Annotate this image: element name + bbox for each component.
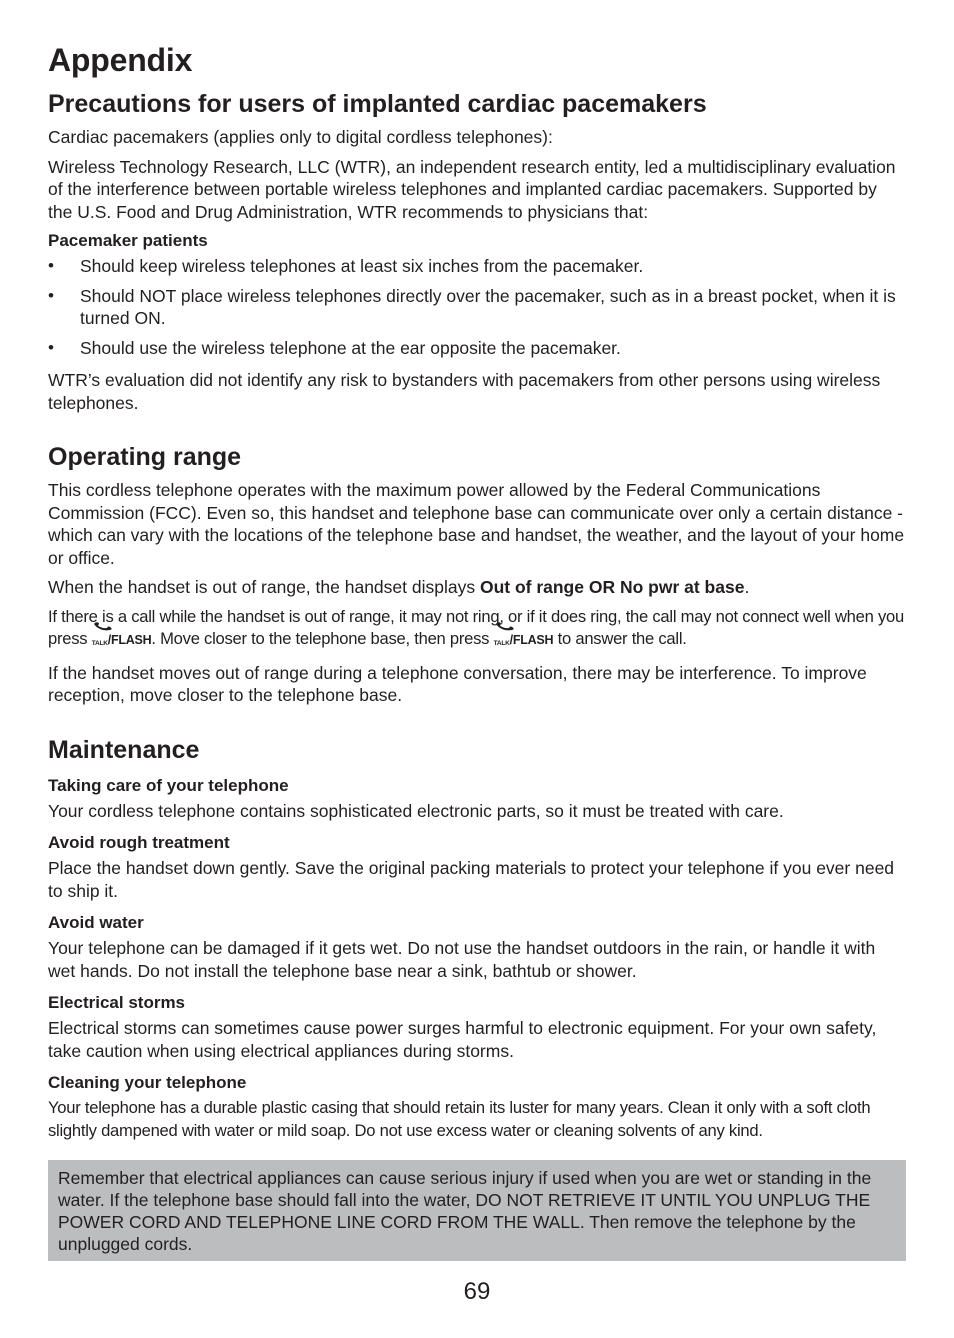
- bullet-text: Should use the wireless telephone at the ear opposite the pacemaker.: [80, 337, 621, 358]
- subsection-body: Electrical storms can sometimes cause power surges harmful to electronic equipment. For your own safety, take caution when using electrical appliances during storms.: [48, 1018, 877, 1061]
- phone-handset-icon: [494, 622, 516, 631]
- subsection-title: Taking care of your telephone: [48, 775, 289, 795]
- talk-flash-key: [494, 629, 554, 655]
- maintenance-heading: Maintenance: [48, 735, 200, 764]
- wtr-evaluation-paragraph: WTR’s evaluation did not identify any risk to bystanders with pacemakers from other persons using wireless telephones.: [48, 370, 881, 413]
- flash-label: /FLASH: [509, 633, 554, 647]
- subsection-title: Electrical storms: [48, 993, 186, 1012]
- bullet-glyph: •: [48, 337, 54, 357]
- bullet-text: Should keep wireless telephones at least six inches from the pacemaker.: [80, 256, 644, 276]
- talk-flash-key: [92, 629, 152, 655]
- talk-label: TALK: [493, 640, 510, 647]
- text-run: When the handset is out of range, the handset displays: [48, 577, 480, 597]
- subsection-body: Your telephone has a durable plastic casing that should retain its luster for many years. Clean it only with a soft cloth slightly dampened with water or mild soap. Do not use excess water or cleaning solvents of any kind.: [48, 1098, 871, 1140]
- interference-paragraph: If the handset moves out of range during a telephone conversation, there may be interference. To improve reception, move closer to the telephone base.: [48, 662, 867, 705]
- text-run: . Move closer to the telephone base, then press: [151, 629, 494, 648]
- page-title: Appendix: [48, 42, 193, 78]
- flash-label: /FLASH: [107, 633, 152, 647]
- subsection-body: Place the handset down gently. Save the original packing materials to protect your telephone if you ever need to ship it.: [48, 858, 895, 901]
- bullet-text: Should NOT place wireless telephones directly over the pacemaker, such as in a breast pocket, when it is turned ON.: [80, 285, 896, 328]
- out-of-range-display-paragraph: [48, 576, 906, 599]
- subsection-title: Cleaning your telephone: [48, 1073, 247, 1092]
- pacemaker-intro: Cardiac pacemakers (applies only to digital cordless telephones):: [48, 127, 553, 147]
- safety-note-text: Remember that electrical appliances can cause serious injury if used when you are wet or standing in the water. If the telephone base should fall into the water, DO NOT RETRIEVE IT UNTIL YOU UNPLUG THE POWER CORD AND TELEPHONE LINE CORD FROM THE WALL. Then remove the telephone by the unplugged cords.: [58, 1168, 872, 1254]
- subsection-body: Your cordless telephone contains sophisticated electronic parts, so it must be treated with care.: [48, 800, 784, 821]
- subsection-title: Avoid rough treatment: [48, 833, 230, 852]
- subsection-title: Avoid water: [48, 913, 144, 932]
- wtr-paragraph: Wireless Technology Research, LLC (WTR), an independent research entity, led a multidisciplinary evaluation of the interference between portable wireless telephones and implanted cardiac pacemakers. Supported by the U.S. Food and Drug Administration, WTR recommends to physicians that:: [48, 156, 896, 222]
- bullet-item: [48, 285, 906, 330]
- operating-range-paragraph: This cordless telephone operates with the maximum power allowed by the Federal Communications Commission (FCC). Even so, this handset and telephone base can communicate over only a certain distance - which can vary with the locations of the telephone base and handset, the weather, and the layout of your home or office.: [48, 480, 905, 568]
- text-run: to answer the call.: [553, 629, 687, 648]
- safety-note-box: [48, 1160, 906, 1261]
- text-run: If there is a call while the handset is out of range, it may not ring, or if it does ring, the call may not connect well when you press: [48, 606, 904, 648]
- bullet-glyph: •: [48, 285, 54, 305]
- pacemaker-heading: Precautions for users of implanted cardiac pacemakers: [48, 90, 707, 118]
- pacemaker-bullet-list: [48, 255, 906, 359]
- page-number: 69: [463, 1278, 491, 1305]
- bullet-item: [48, 337, 906, 360]
- display-message: Out of range OR No pwr at base: [479, 577, 745, 597]
- talk-label: TALK: [91, 640, 108, 647]
- operating-range-heading: Operating range: [48, 443, 242, 471]
- page-content: [48, 40, 906, 1261]
- call-out-of-range-paragraph: [48, 606, 906, 655]
- bullet-item: [48, 255, 906, 278]
- bullet-glyph: •: [48, 256, 54, 275]
- subsection-body: Your telephone can be damaged if it gets wet. Do not use the handset outdoors in the rain, or handle it with wet hands. Do not install the telephone base near a sink, bathtub or shower.: [48, 938, 876, 981]
- text-run: .: [744, 577, 750, 597]
- phone-handset-icon: [92, 622, 114, 631]
- pacemaker-patients-heading: Pacemaker patients: [48, 231, 208, 250]
